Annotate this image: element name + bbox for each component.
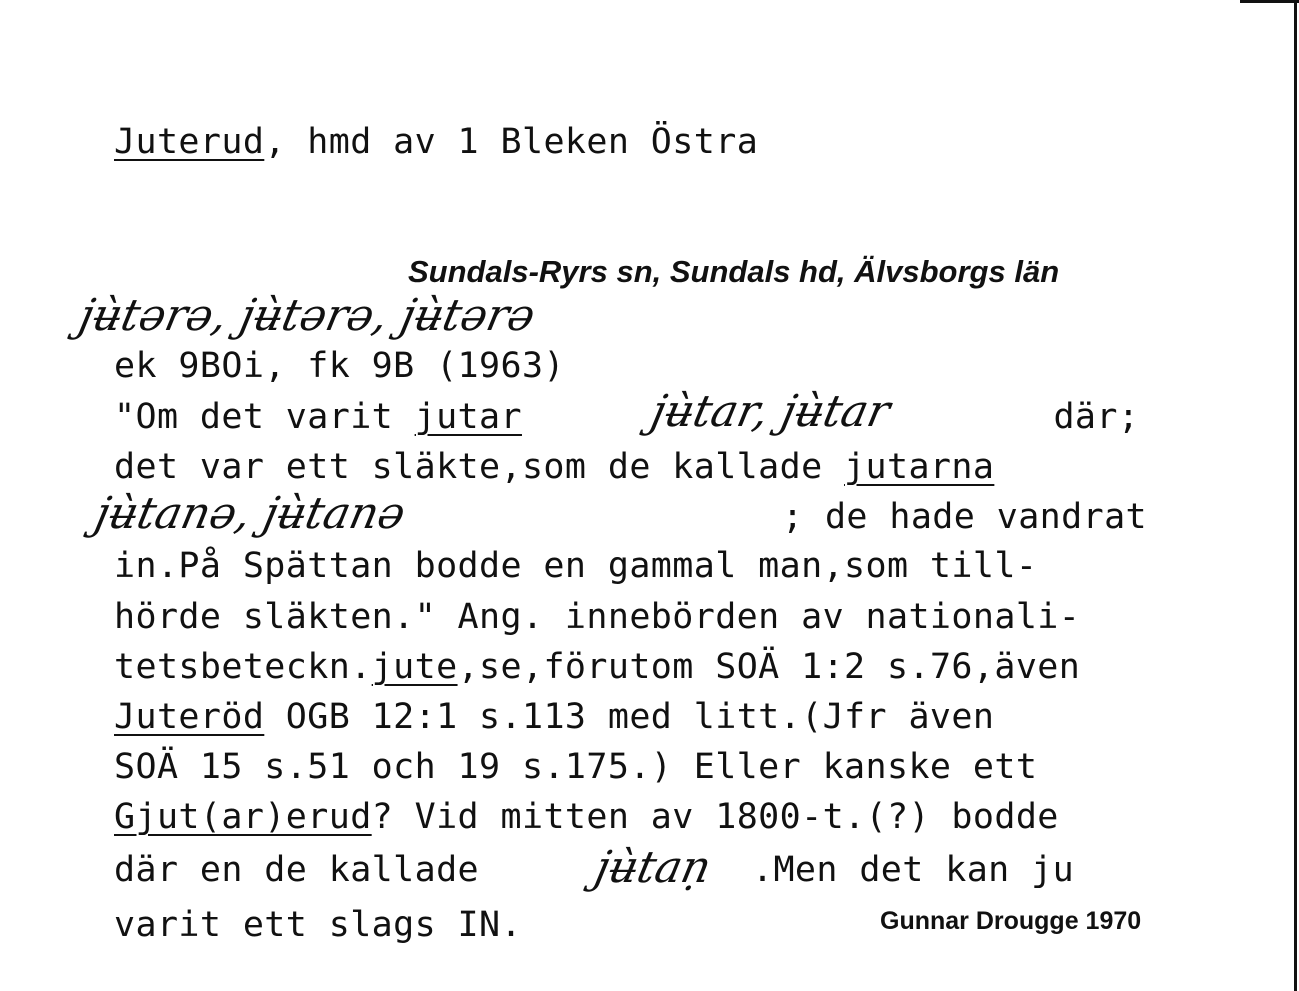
word-jutar: jutar <box>414 397 522 437</box>
text-line-juterod <box>114 697 994 737</box>
quote-suffix: där; <box>1031 397 1140 437</box>
tets-prefix: tetsbeteckn. <box>114 647 372 687</box>
text-line-in: in.På Spättan bodde en gammal man,som till- <box>114 546 1038 586</box>
det-prefix: det var ett släkte,som de kallade <box>114 447 845 487</box>
parish-stamp: Sundals-Ryrs sn, Sundals hd, Älvsborgs län <box>408 254 1060 289</box>
signature-stamp: Gunnar Drougge 1970 <box>880 907 1142 935</box>
text-line-det <box>114 447 994 487</box>
text-line-horde: hörde släkten." Ang. innebörden av nationali- <box>114 597 1081 637</box>
handwritten-pronunciation-3: jʉ̀tanə, jʉ̀tanə <box>90 488 410 539</box>
dar-prefix: där en de kallade <box>114 850 501 890</box>
word-gjutarerud: Gjut(ar)erud <box>114 797 372 837</box>
quote-prefix: "Om det varit <box>114 397 415 437</box>
text-line-soa: SOÄ 15 s.51 och 19 s.175.) Eller kanske ett <box>114 747 1038 787</box>
handwritten-pronunciation-4: jʉ̀taṇ <box>590 842 716 893</box>
dar-suffix: .Men det kan ju <box>730 850 1075 890</box>
word-jute: jute <box>371 647 458 687</box>
place-name: Juterud <box>114 122 265 162</box>
map-reference-line: ek 9BOi, fk 9B (1963) <box>114 346 565 386</box>
text-line-gjut <box>114 797 1059 837</box>
handwritten-pronunciation-1: jʉ̀tərə, jʉ̀tərə, jʉ̀tərə <box>74 290 540 341</box>
header-line <box>114 122 758 162</box>
header-rest: , hmd av 1 Bleken Östra <box>264 122 759 162</box>
handwritten-pronunciation-2: jʉ̀tar, jʉ̀tar <box>646 386 895 437</box>
text-line-vandrat: ; de hade vandrat <box>782 497 1148 537</box>
word-jutarna: jutarna <box>844 447 995 487</box>
juterod-suffix: OGB 12:1 s.113 med litt.(Jfr även <box>264 697 995 737</box>
tets-suffix: ,se,förutom SOÄ 1:2 s.76,även <box>457 647 1081 687</box>
word-juterod: Juteröd <box>114 697 265 737</box>
card-edge-top-right <box>1240 0 1299 3</box>
card-edge-right <box>1294 0 1297 991</box>
text-line-varit: varit ett slags IN. <box>114 905 522 945</box>
text-line-tets <box>114 647 1080 687</box>
gjut-suffix: ? Vid mitten av 1800-t.(?) bodde <box>371 797 1059 837</box>
quote-line <box>114 397 1139 437</box>
